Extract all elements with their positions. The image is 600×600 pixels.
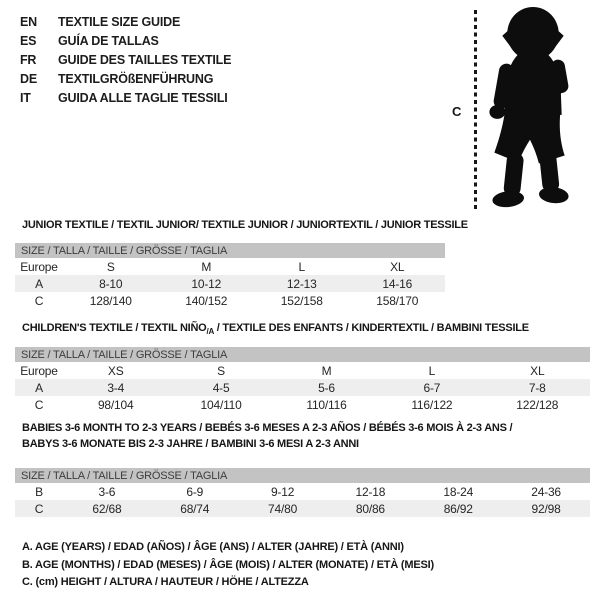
language-row-it	[20, 89, 231, 108]
table-row-height	[15, 500, 590, 517]
months-cell: 6-9	[186, 484, 204, 499]
babies-section-title: BABIES 3-6 MONTH TO 2-3 YEARS / BEBÉS 3-6 MESES A 2-3 AÑOS / BÉBÉS 3-6 MOIS À 2-3 ANS / BABYS 3-6 MONATE BIS 2-3 JAHRE / BAMBINI 3-6 MESI A 2-3 ANNI	[22, 422, 513, 450]
children-section-title	[22, 320, 597, 340]
height-cell: 92/98	[502, 500, 590, 517]
size-cell: M	[321, 363, 332, 378]
title-text: CHILDREN'S TEXTILE / TEXTIL NIÑO	[22, 322, 207, 334]
language-code: DE	[20, 72, 37, 86]
size-cell: S	[217, 363, 225, 378]
junior-size-table	[15, 243, 445, 309]
size-cell: XL	[530, 363, 545, 378]
size-header-bar: SIZE / TALLA / TAILLE / GRÖSSE / TAGLIA	[15, 347, 590, 362]
junior-section-title: JUNIOR TEXTILE / TEXTIL JUNIOR/ TEXTILE JUNIOR / JUNIORTEXTIL / JUNIOR TESSILE	[22, 219, 468, 231]
height-cell: 140/152	[185, 293, 228, 308]
table-row-europe	[15, 258, 445, 275]
title-text: / TEXTILE DES ENFANTS / KINDERTEXTIL / BAMBINI TESSILE	[213, 322, 529, 334]
row-label: C	[15, 500, 63, 517]
age-cell: 10-12	[159, 275, 255, 292]
months-cell: 9-12	[270, 484, 295, 499]
table-row-months	[15, 483, 590, 500]
table-row-age	[15, 379, 590, 396]
months-cell: 18-24	[443, 484, 474, 499]
language-code: IT	[20, 91, 31, 105]
age-cell: 5-6	[274, 379, 379, 396]
legend-notes	[22, 539, 434, 592]
height-cell: 116/122	[411, 397, 453, 412]
age-cell: 6-7	[379, 379, 484, 396]
months-cell: 12-18	[355, 484, 386, 499]
size-cell: XL	[390, 259, 405, 274]
months-cell: 24-36	[531, 484, 561, 499]
note-height-cm: C. (cm) HEIGHT / ALTURA / HAUTEUR / HÖHE / ALTEZZA	[22, 576, 309, 588]
row-label: C	[34, 293, 44, 308]
age-cell: 8-10	[63, 275, 159, 292]
age-cell: 3-4	[63, 379, 168, 396]
row-label: A	[15, 275, 63, 292]
height-cell: 74/80	[239, 500, 327, 517]
table-row-height	[15, 396, 590, 413]
guide-title: TEXTILGRÖßENFÜHRUNG	[58, 72, 214, 86]
size-header-bar: SIZE / TALLA / TAILLE / GRÖSSE / TAGLIA	[15, 468, 590, 483]
row-label: C	[34, 397, 44, 412]
guide-title: TEXTILE SIZE GUIDE	[58, 15, 181, 29]
row-label: B	[35, 484, 43, 499]
age-cell: 7-8	[485, 379, 590, 396]
language-title-list	[20, 13, 231, 108]
note-age-years: A. AGE (YEARS) / EDAD (AÑOS) / ÂGE (ANS) / ALTER (JAHRE) / ETÀ (ANNI)	[22, 541, 404, 553]
months-cell: 3-6	[98, 484, 116, 499]
size-cell: XS	[107, 363, 124, 378]
size-cell: L	[428, 363, 436, 378]
height-cell: 122/128	[516, 397, 559, 412]
age-cell: 12-13	[254, 275, 350, 292]
row-label: Europe	[20, 363, 58, 378]
size-cell: L	[298, 259, 305, 274]
table-row-height	[15, 292, 445, 309]
language-row-de	[20, 70, 231, 89]
size-cell: M	[201, 259, 212, 274]
children-size-table	[15, 347, 590, 413]
height-cell: 104/110	[200, 397, 242, 412]
baby-silhouette	[481, 4, 581, 212]
height-cell: 110/116	[306, 397, 347, 412]
language-row-en	[20, 13, 231, 32]
guide-title: GUIDA ALLE TAGLIE TESSILI	[58, 91, 228, 105]
table-row-age	[15, 275, 445, 292]
row-label: Europe	[20, 259, 58, 274]
language-row-fr	[20, 51, 231, 70]
title-subscript: /A	[206, 327, 214, 337]
size-header-bar: SIZE / TALLA / TAILLE / GRÖSSE / TAGLIA	[15, 243, 445, 258]
age-cell: 4-5	[168, 379, 273, 396]
size-cell: S	[106, 259, 115, 274]
height-cell: 128/140	[89, 293, 132, 308]
height-cell: 86/92	[414, 500, 502, 517]
age-cell: 14-16	[350, 275, 446, 292]
language-code: ES	[20, 34, 37, 48]
language-code: FR	[20, 53, 37, 67]
language-code: EN	[20, 15, 37, 29]
height-cell: 98/104	[97, 397, 134, 412]
note-age-months: B. AGE (MONTHS) / EDAD (MESES) / ÂGE (MOIS) / ALTER (MONATE) / ETÀ (MESI)	[22, 558, 434, 571]
height-measure-label: C	[452, 104, 462, 119]
row-label: A	[15, 379, 63, 396]
height-cell: 62/68	[63, 500, 151, 517]
height-cell: 68/74	[151, 500, 239, 517]
table-row-europe	[15, 362, 590, 379]
height-dashed-line	[474, 10, 477, 212]
guide-title: GUIDE DES TAILLES TEXTILE	[58, 53, 232, 67]
height-cell: 152/158	[280, 293, 323, 308]
guide-title: GUÍA DE TALLAS	[58, 34, 159, 48]
height-cell: 158/170	[376, 293, 419, 308]
babies-size-table	[15, 468, 590, 517]
height-cell: 80/86	[326, 500, 414, 517]
language-row-es	[20, 32, 231, 51]
